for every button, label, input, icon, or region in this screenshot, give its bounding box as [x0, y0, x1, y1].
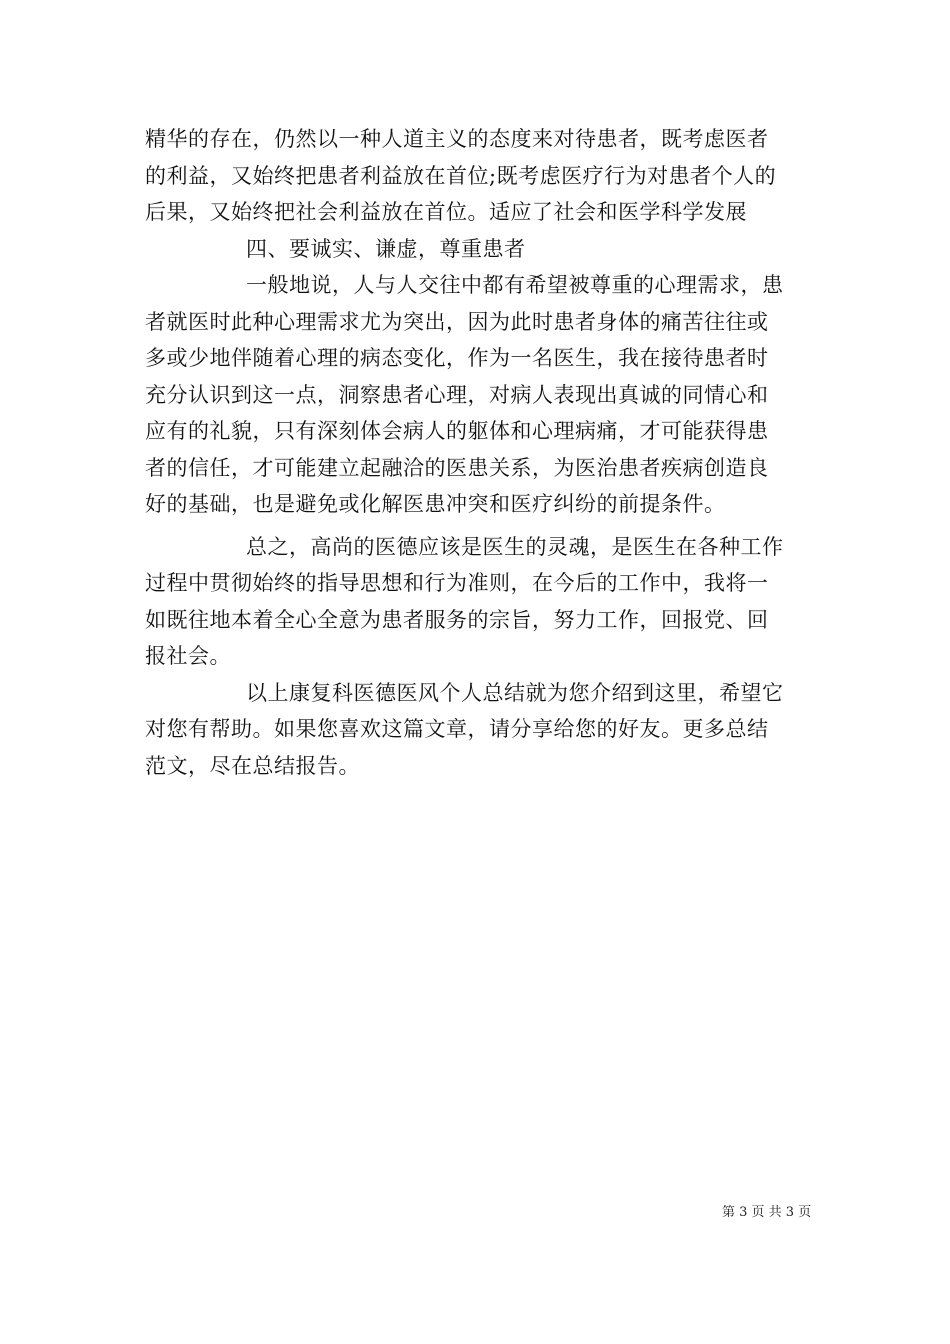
paragraph-line: 精华的存在，仍然以一种人道主义的态度来对待患者，既考虑医者 — [145, 127, 769, 151]
paragraph-line: 的利益，又始终把患者利益放在首位;既考虑医疗行为对患者个人的 — [145, 164, 777, 188]
paragraph-line: 应有的礼貌，只有深刻体会病人的躯体和心理病痛，才可能获得患 — [145, 419, 769, 443]
paragraph-line: 充分认识到这一点，洞察患者心理，对病人表现出真诚的同情心和 — [145, 383, 769, 407]
paragraph-line: 一般地说，人与人交往中都有希望被尊重的心理需求，患 — [246, 273, 784, 297]
paragraph-line: 好的基础，也是避免或化解医患冲突和医疗纠纷的前提条件。 — [145, 492, 726, 516]
page-number-footer: 第 3 页 共 3 页 — [722, 1205, 812, 1220]
paragraph-line: 总之，高尚的医德应该是医生的灵魂，是医生在各种工作 — [246, 535, 784, 559]
paragraph-line: 多或少地伴随着心理的病态变化，作为一名医生，我在接待患者时 — [145, 346, 769, 370]
paragraph-line: 以上康复科医德医风个人总结就为您介绍到这里，希望它 — [246, 681, 784, 705]
paragraph-line: 者的信任，才可能建立起融洽的医患关系，为医治患者疾病创造良 — [145, 456, 769, 480]
paragraph-line: 范文，尽在总结报告。 — [145, 754, 360, 778]
paragraph-line: 对您有帮助。如果您喜欢这篇文章，请分享给您的好友。更多总结 — [145, 717, 769, 741]
section-heading: 四、要诚实、谦虚，尊重患者 — [246, 237, 526, 261]
paragraph-line: 者就医时此种心理需求尤为突出，因为此时患者身体的痛苦往往或 — [145, 310, 769, 334]
paragraph-line: 过程中贯彻始终的指导思想和行为准则，在今后的工作中，我将一 — [145, 571, 769, 595]
paragraph-line: 后果，又始终把社会利益放在首位。适应了社会和医学科学发展 — [145, 200, 747, 224]
paragraph-line: 报社会。 — [145, 644, 231, 668]
paragraph-line: 如既往地本着全心全意为患者服务的宗旨，努力工作，回报党、回 — [145, 608, 769, 632]
